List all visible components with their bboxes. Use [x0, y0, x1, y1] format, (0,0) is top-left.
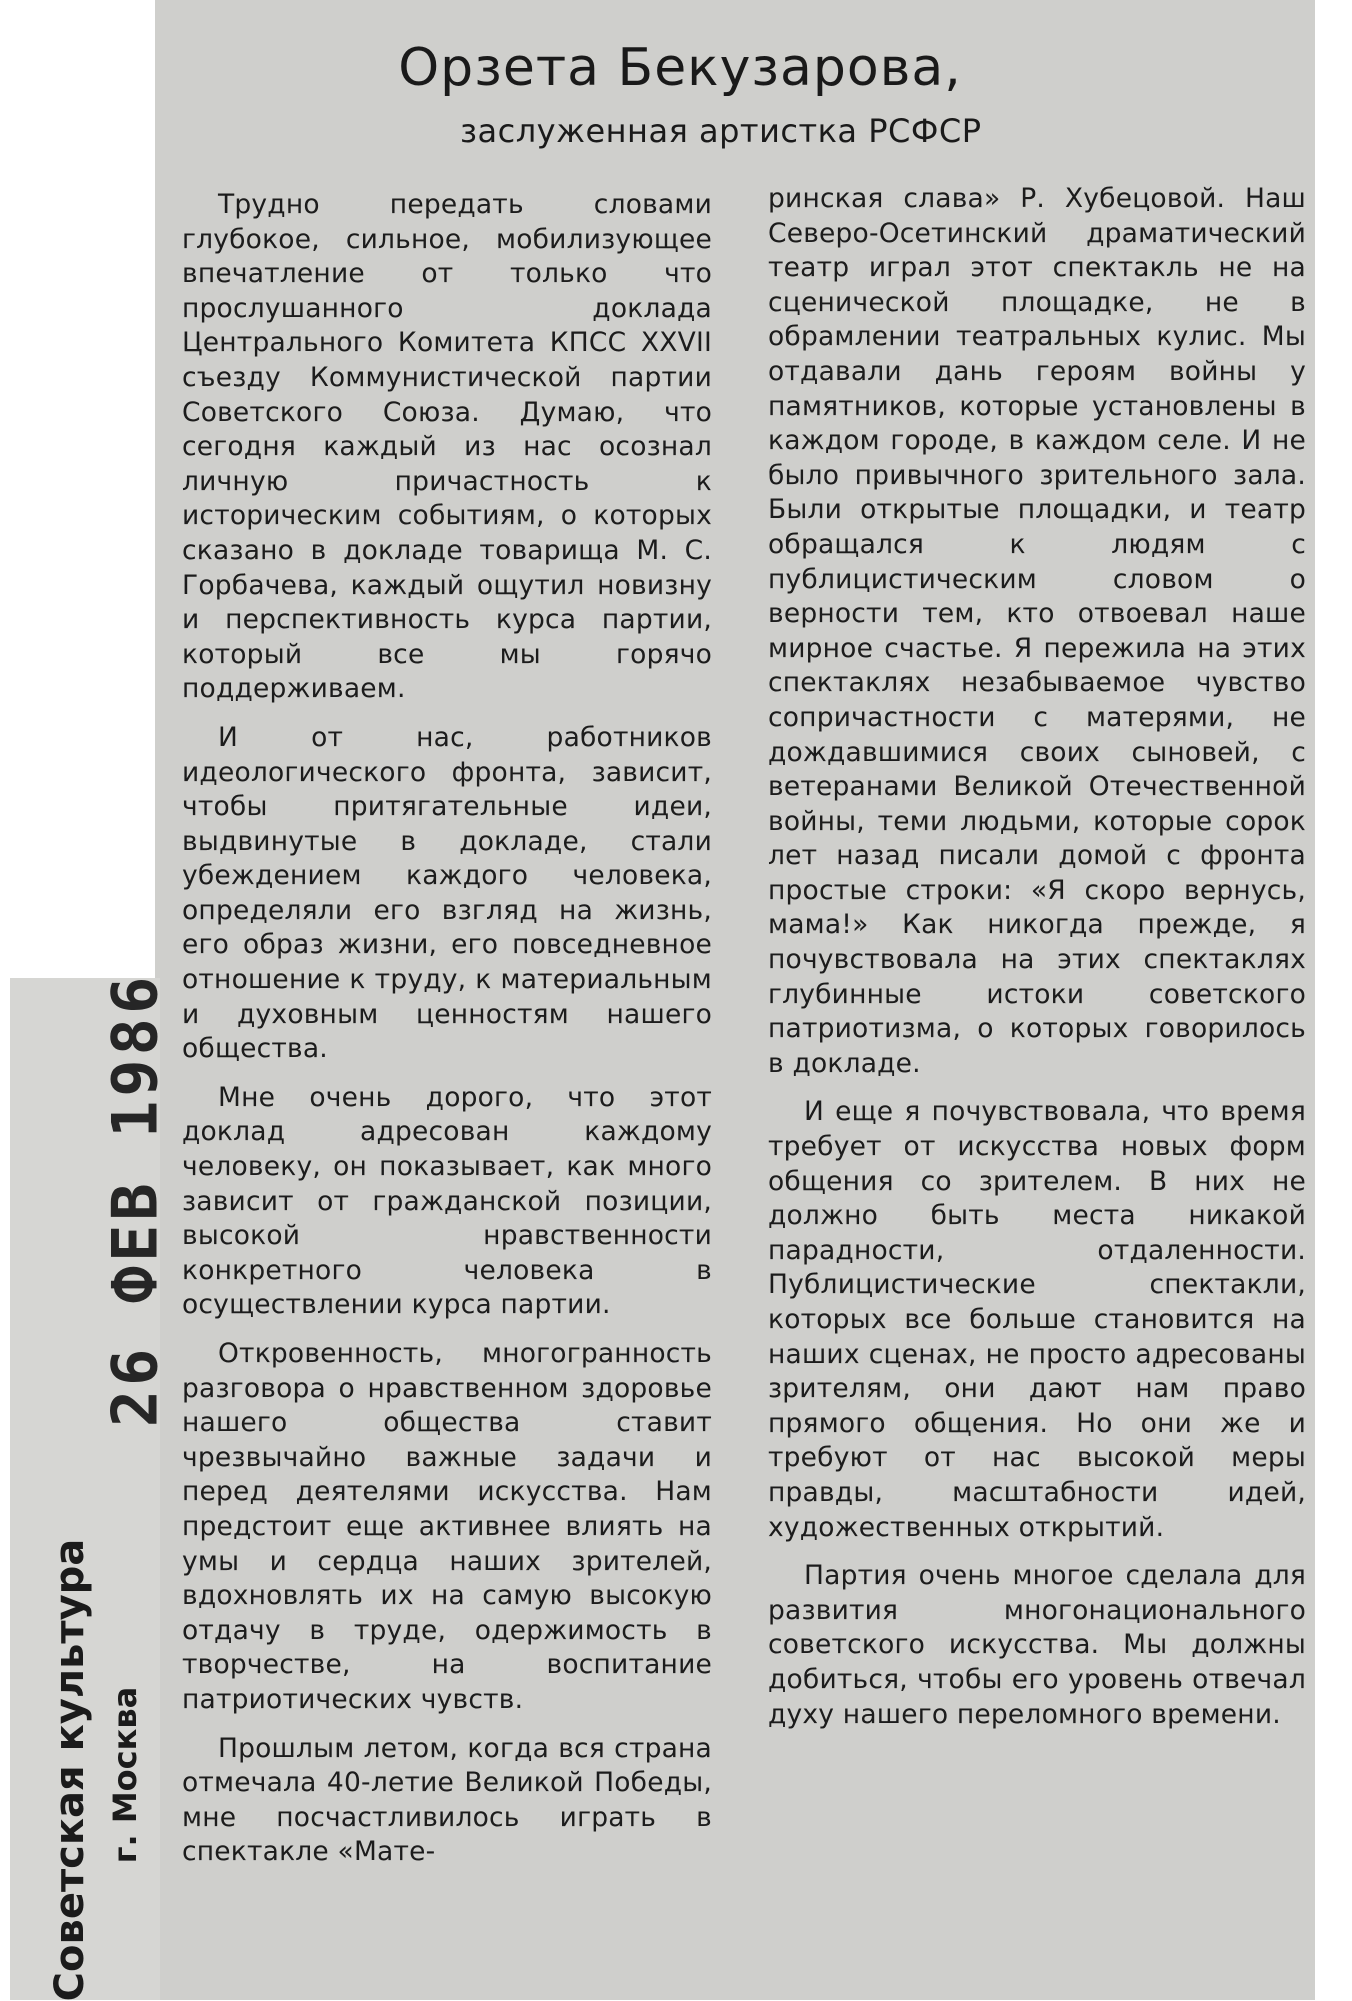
- newspaper-name-stamp: Советская культура: [47, 1538, 93, 2001]
- paragraph: Откровенность, многогранность разговора о нравственном здоровье нашего общества ставит чрезвычайно важные задачи и перед деятелями искусства. Нам предстоит еще активнее влиять на умы и сердца наших зрителей, вдохновлять их на самую высокую отдачу в труде, одержимость в творчестве, на воспитание патриотических чувств.: [182, 1338, 712, 1715]
- date-stamp: 26 ФЕВ 1986: [98, 972, 172, 1428]
- paragraph: И еще я почувствовала, что время требует от искусства новых форм общения со зрителем. В них не должно быть места никакой парадности, отдаленности. Публицистические спектакли, которых все больше становится на наших сценах, не просто адресованы зрителям, они дают нам право прямого общения. Но они же и требуют от нас высокой меры правды, масштабности идей, художественных открытий.: [768, 1096, 1306, 1543]
- right-column: [768, 182, 1306, 1746]
- paragraph: Партия очень многое сделала для развития многонационального советского искусства. Мы должны добиться, чтобы его уровень отвечал духу нашего переломного времени.: [768, 1560, 1306, 1730]
- paragraph: Прошлым летом, когда вся страна отмечала 40-летие Великой Победы, мне посчастливилось играть в спектакле «Мате-: [182, 1732, 712, 1868]
- left-column: [182, 188, 712, 1884]
- article-subtitle: заслуженная артистка РСФСР: [460, 112, 982, 150]
- paragraph-continued: ринская слава» Р. Хубецовой. Наш Северо-Осетинский драматический театр играл этот спектакль не на сценической площадке, не в обрамлении театральных кулис. Мы отдавали дань героям войны у памятников, которые установлены в каждом городе, в каждом селе. И не было привычного зрительного зала. Были открытые площадки, и театр обращался к людям с публицистическим словом о верности тем, кто отвоевал наше мирное счастье. Я пережила на этих спектаклях незабываемое чувство сопричастности с матерями, не дождавшимися своих сыновей, с ветеранами Великой Отечественной войны, теми людьми, которые сорок лет назад писали домой с фронта простые строки: «Я скоро вернусь, мама!» Как никогда прежде, я почувствовала на этих спектаклях глубинные истоки советского патриотизма, о которых говорилось в докладе.: [768, 183, 1306, 1079]
- paragraph: Трудно передать словами глубокое, сильное, мобилизующее впечатление от только что прослушанного доклада Центрального Комитета КПСС XXVII съезду Коммунистической партии Советского Союза. Думаю, что сегодня каждый из нас осознал личную причастность к историческим событиям, о которых сказано в докладе товарища М. С. Горбачева, каждый ощутил новизну и перспективность курса партии, который все мы горячо поддерживаем.: [182, 189, 712, 705]
- article-title: Орзета Бекузарова,: [398, 38, 962, 98]
- paragraph: И от нас, работников идеологического фронта, зависит, чтобы притягательные идеи, выдвинутые в докладе, стали убеждением каждого человека, определяли его взгляд на жизнь, его образ жизни, его повседневное отношение к труду, к материальным и духовным ценностям нашего общества.: [182, 721, 712, 1065]
- city-stamp: г. Москва: [106, 1686, 144, 1864]
- paragraph: Мне очень дорого, что этот доклад адресован каждому человеку, он показывает, как много зависит от гражданской позиции, высокой нравственности конкретного человека в осуществлении курса партии.: [182, 1081, 712, 1321]
